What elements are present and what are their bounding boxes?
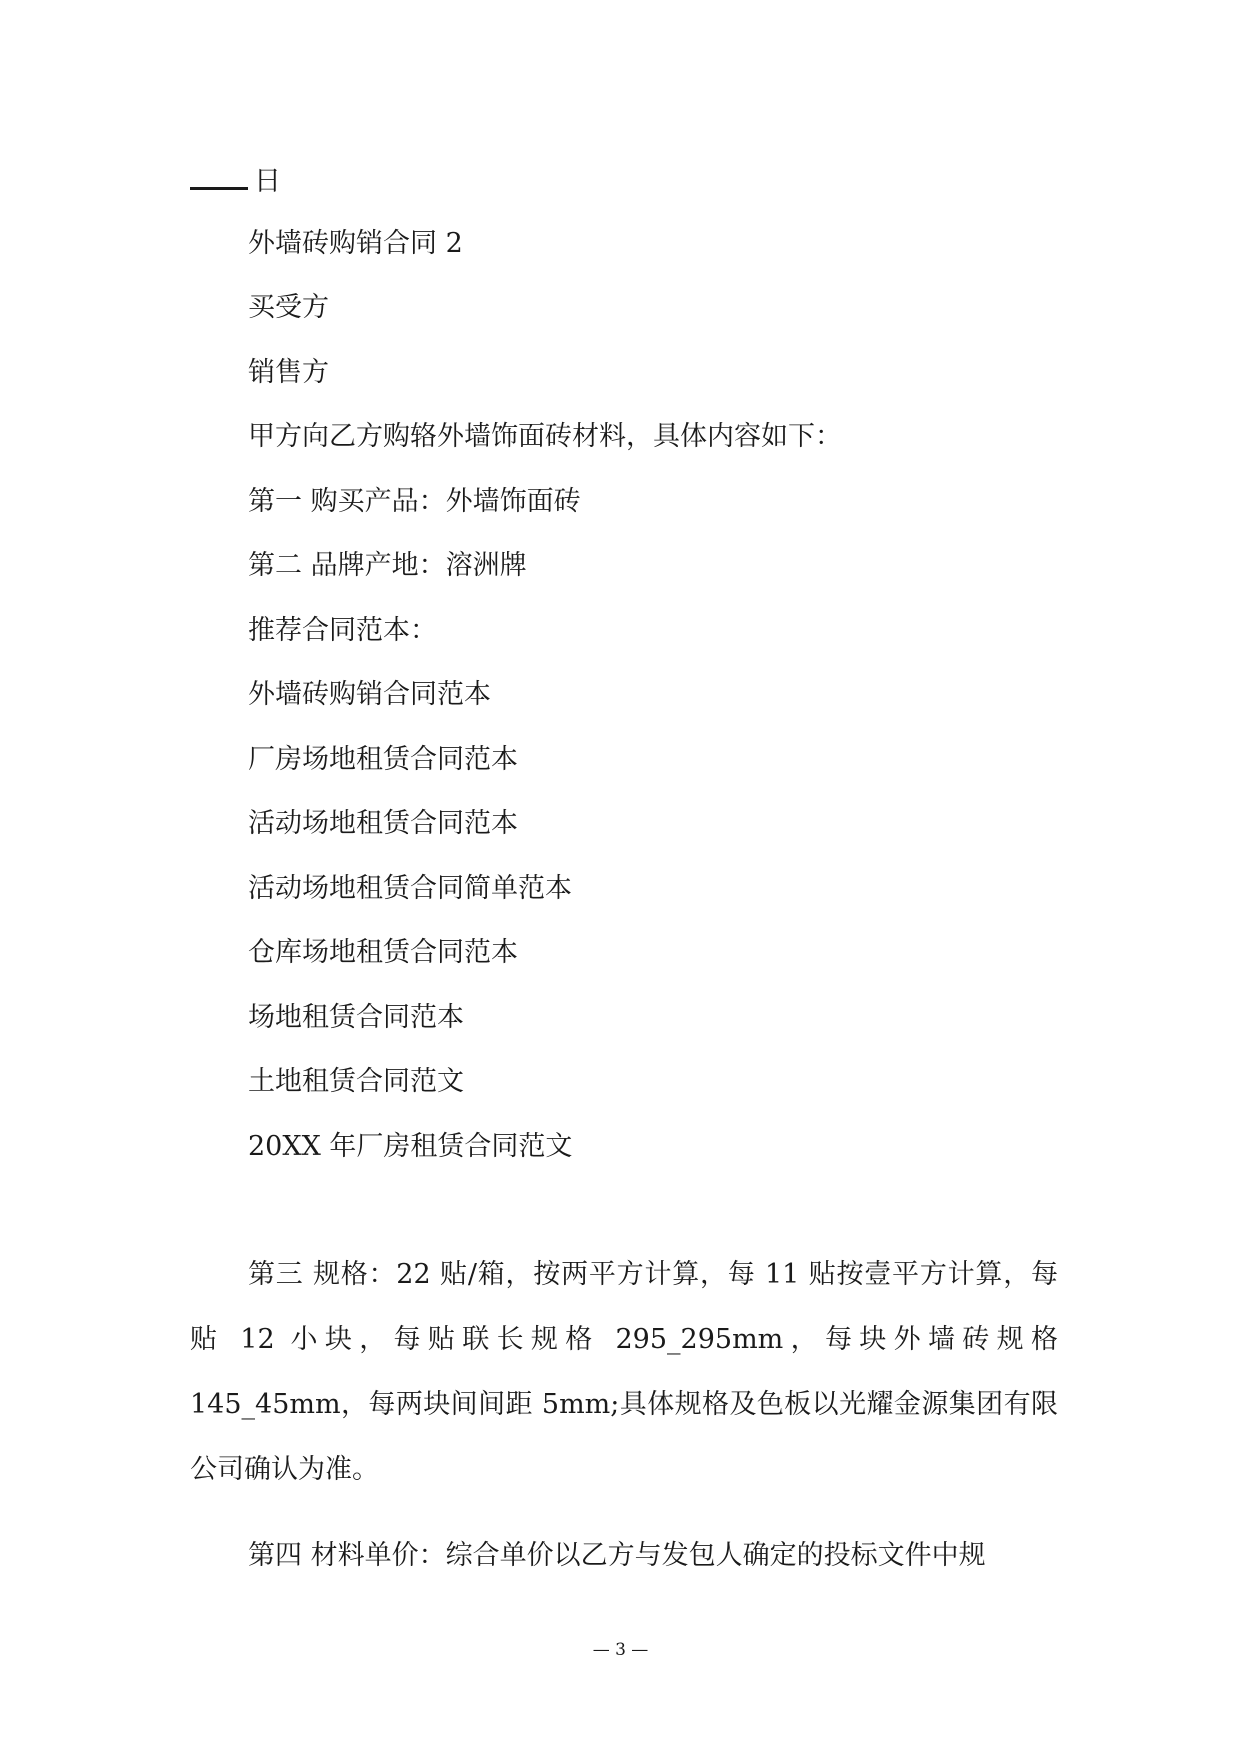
date-blank (190, 162, 248, 190)
clause-1: 第一 购买产品：外墙饰面砖 (248, 486, 581, 517)
recommended-item: 外墙砖购销合同范本 (248, 679, 491, 710)
date-line (190, 162, 281, 200)
recommended-item: 活动场地租赁合同范本 (248, 808, 518, 839)
recommended-item: 活动场地租赁合同简单范本 (248, 873, 572, 904)
recommended-item: 厂房场地租赁合同范本 (248, 744, 518, 775)
recommended-item: 土地租赁合同范文 (248, 1066, 464, 1097)
recommended-item: 仓库场地租赁合同范本 (248, 937, 518, 968)
date-suffix: 日 (254, 166, 281, 197)
clause-2: 第二 品牌产地：溶洲牌 (248, 550, 527, 581)
page-number: — 3 — (592, 1640, 649, 1660)
clause-3: 第三 规格：22 贴/箱，按两平方计算，每 11 贴按壹平方计算，每贴 12 小块，每贴联长规格 295_295mm，每块外墙砖规格 145_45mm，每两块间间距 5mm;具体规格及色板以光耀金源集团有限公司确认为准。 (190, 1259, 1058, 1485)
seller-label: 销售方 (248, 357, 329, 388)
buyer-label: 买受方 (248, 292, 329, 323)
recommended-item: 场地租赁合同范本 (248, 1002, 464, 1033)
recommended-heading: 推荐合同范本： (248, 615, 437, 646)
recommended-item: 20XX 年厂房租赁合同范文 (248, 1131, 573, 1162)
contract-heading: 外墙砖购销合同 2 (248, 228, 463, 259)
clause-4: 第四 材料单价：综合单价以乙方与发包人确定的投标文件中规 (248, 1540, 986, 1571)
intro-text: 甲方向乙方购辂外墙饰面砖材料，具体内容如下： (248, 421, 842, 452)
